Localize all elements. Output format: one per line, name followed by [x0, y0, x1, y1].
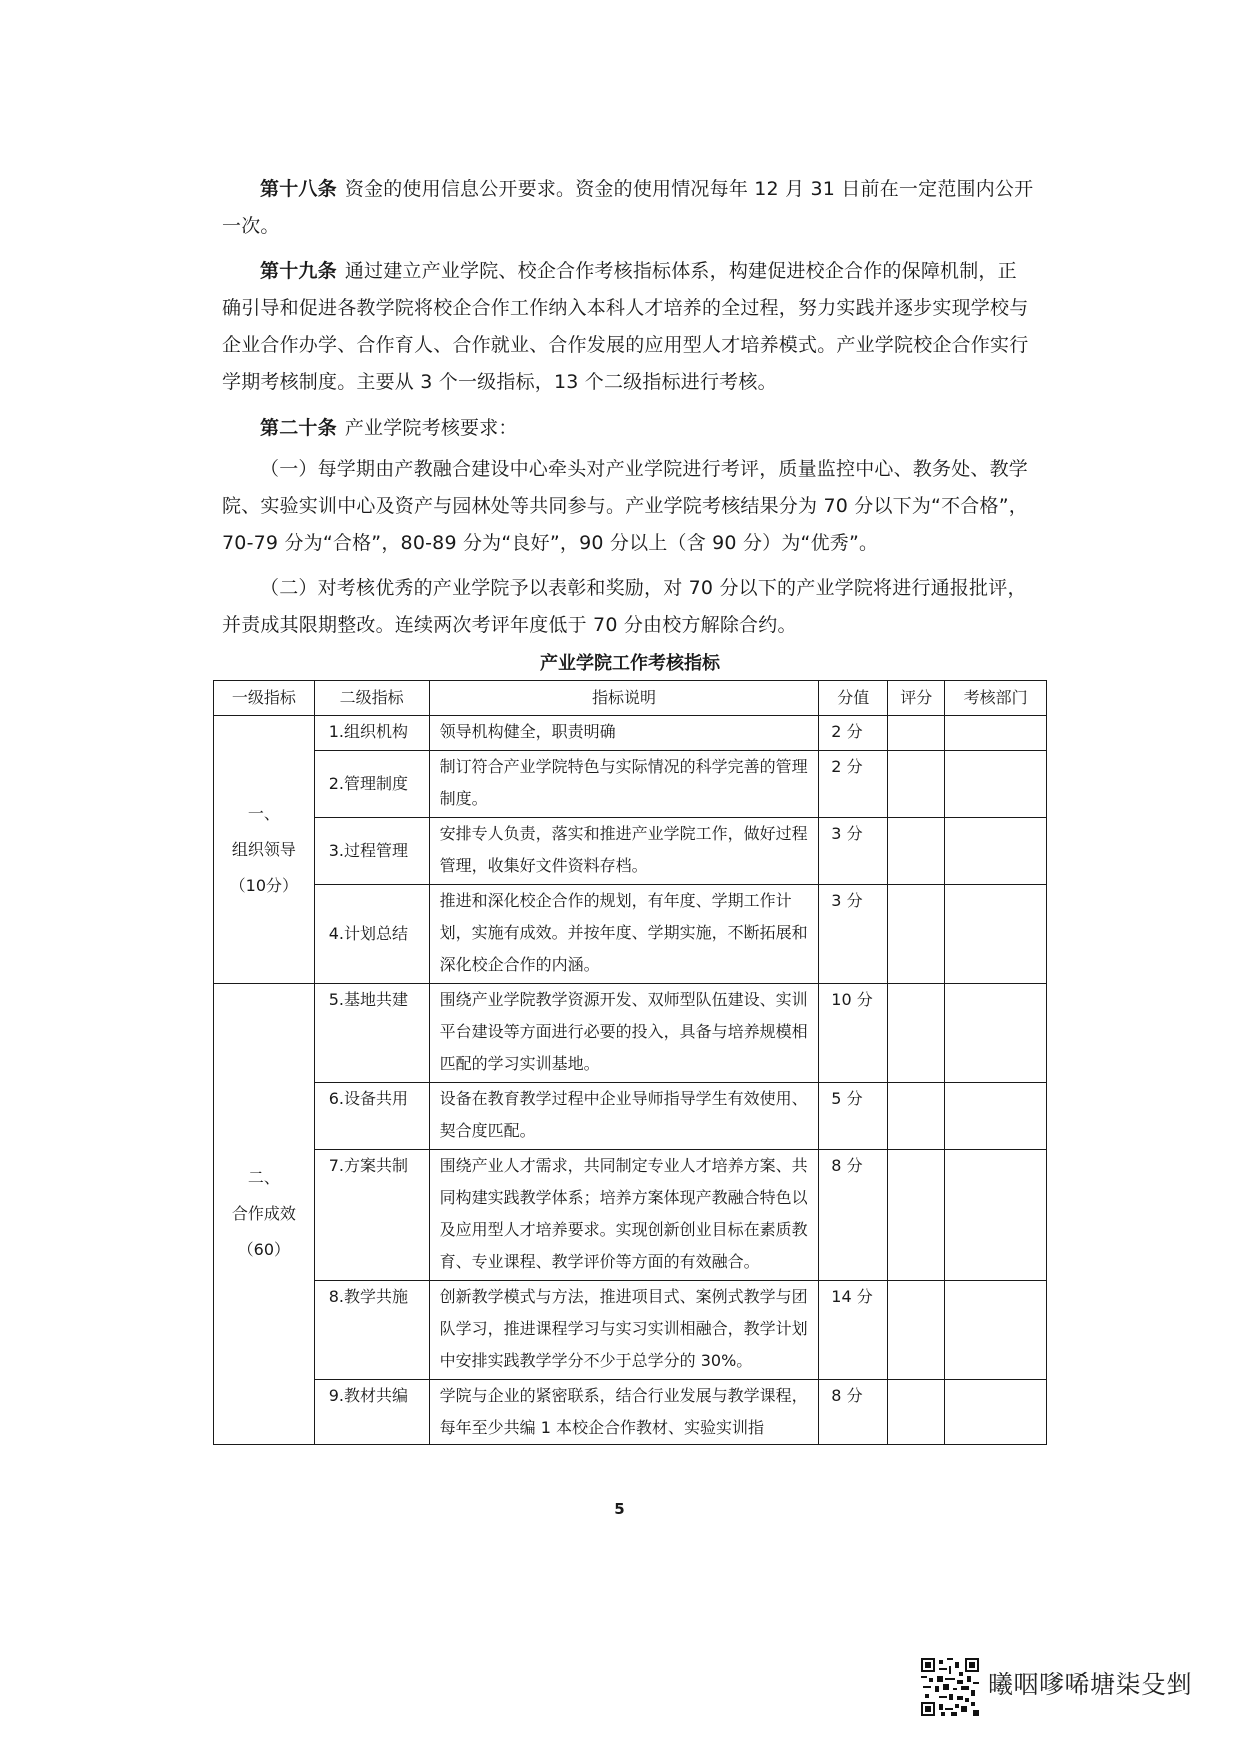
article-19-text: 通过建立产业学院、校企合作考核指标体系，构建促进校企合作的保障机制，正确引导和促进各教学院将校企合作工作纳入本科人才培养的全过程，努力实践并逐步实现学校与企业合作办学、合作育人、合作就业、合作发展的应用型人才培养模式。产业学院校企合作实行学期考核制度。主要从 3 个一级指标，13 个二级指标进行考核。 — [222, 260, 1029, 393]
rating-cell — [888, 885, 945, 984]
group-num: 二、 — [247, 1168, 280, 1187]
indicator-name: 7.方案共制 — [314, 1150, 429, 1281]
article-20-heading: 第二十条 — [260, 417, 337, 439]
table-row — [214, 1150, 1047, 1281]
rating-cell — [888, 716, 945, 751]
qr-code-icon — [921, 1658, 979, 1716]
group-cell-1 — [214, 716, 315, 984]
group-num: 一、 — [247, 803, 280, 823]
indicator-name: 8.教学共施 — [314, 1281, 429, 1380]
table-row — [214, 984, 1047, 1083]
dept-cell — [945, 1281, 1047, 1380]
header-desc: 指标说明 — [429, 681, 819, 716]
page-number: 5 — [614, 1500, 625, 1518]
rating-cell — [888, 1150, 945, 1281]
indicator-desc: 学院与企业的紧密联系，结合行业发展与教学课程，每年至少共编 1 本校企合作教材、实验实训指 — [439, 1386, 808, 1437]
dept-cell — [945, 1380, 1047, 1445]
indicator-score: 10 分 — [819, 984, 888, 1083]
indicator-desc: 创新教学模式与方法，推进项目式、案例式教学与团队学习，推进课程学习与实习实训相融合，教学计划中安排实践教学学分不少于总学分的 30%。 — [429, 1281, 819, 1380]
indicator-desc: 围绕产业学院教学资源开发、双师型队伍建设、实训平台建设等方面进行必要的投入，具备与培养规模相匹配的学习实训基地。 — [429, 984, 819, 1083]
table-row — [214, 885, 1047, 984]
dept-cell — [945, 885, 1047, 984]
assessment-table — [213, 680, 1047, 1445]
dept-cell — [945, 818, 1047, 885]
indicator-desc: 领导机构健全，职责明确 — [429, 716, 819, 751]
article-20-text: 产业学院考核要求： — [344, 417, 518, 439]
dept-cell — [945, 751, 1047, 818]
rating-cell — [888, 1281, 945, 1380]
rating-cell — [888, 984, 945, 1083]
indicator-name: 3.过程管理 — [314, 818, 429, 885]
article-19-heading: 第十九条 — [260, 260, 337, 282]
indicator-desc: 推进和深化校企合作的规划，有年度、学期工作计划，实施有成效。并按年度、学期实施，不断拓展和深化校企合作的内涵。 — [429, 885, 819, 984]
indicator-score: 3 分 — [819, 885, 888, 984]
table-row — [214, 1083, 1047, 1150]
dept-cell — [945, 716, 1047, 751]
header-level1: 一级指标 — [214, 681, 315, 716]
dept-cell — [945, 1150, 1047, 1281]
indicator-desc-cell — [429, 1380, 819, 1445]
group-name: 组织领导 — [231, 839, 296, 859]
rating-cell — [888, 818, 945, 885]
header-rating: 评分 — [888, 681, 945, 716]
indicator-name: 6.设备共用 — [314, 1083, 429, 1150]
table-header-row — [214, 681, 1047, 716]
article-20-item-1: （一）每学期由产教融合建设中心牵头对产业学院进行考评，质量监控中心、教务处、教学院、实验实训中心及资产与园林处等共同参与。产业学院考核结果分为 70 分以下为“不合格”，70-79 分为“合格”，80-89 分为“良好”，90 分以上（含 90 分）为“优秀”。 — [222, 458, 1029, 554]
header-score: 分值 — [819, 681, 888, 716]
indicator-name: 2.管理制度 — [314, 751, 429, 818]
indicator-score: 3 分 — [819, 818, 888, 885]
table-row — [214, 818, 1047, 885]
group-total: （10分） — [229, 875, 299, 895]
article-18 — [222, 171, 1034, 245]
article-20-item-2: （二）对考核优秀的产业学院予以表彰和奖励，对 70 分以下的产业学院将进行通报批评，并责成其限期整改。连续两次考评年度低于 70 分由校方解除合约。 — [222, 577, 1027, 636]
article-20 — [222, 410, 1034, 447]
table-row — [214, 716, 1047, 751]
indicator-score: 14 分 — [819, 1281, 888, 1380]
dept-cell — [945, 1083, 1047, 1150]
table-title: 产业学院工作考核指标 — [540, 653, 720, 674]
header-level2: 二级指标 — [314, 681, 429, 716]
article-18-text: 资金的使用信息公开要求。资金的使用情况每年 12 月 31 日前在一定范围内公开一次。 — [222, 178, 1034, 237]
header-dept: 考核部门 — [945, 681, 1047, 716]
indicator-score: 2 分 — [819, 716, 888, 751]
dept-cell — [945, 984, 1047, 1083]
indicator-desc: 制订符合产业学院特色与实际情况的科学完善的管理制度。 — [429, 751, 819, 818]
table-row — [214, 1281, 1047, 1380]
indicator-name: 5.基地共建 — [314, 984, 429, 1083]
table-row — [214, 1380, 1047, 1445]
rating-cell — [888, 751, 945, 818]
indicator-score: 2 分 — [819, 751, 888, 818]
article-19 — [222, 253, 1034, 401]
indicator-name: 4.计划总结 — [314, 885, 429, 984]
indicator-name: 9.教材共编 — [314, 1380, 429, 1445]
indicator-score: 8 分 — [819, 1150, 888, 1281]
rating-cell — [888, 1083, 945, 1150]
group-name: 合作成效 — [231, 1204, 296, 1223]
indicator-score: 8 分 — [819, 1380, 888, 1445]
indicator-score: 5 分 — [819, 1083, 888, 1150]
group-total: （60） — [237, 1240, 291, 1259]
rating-cell — [888, 1380, 945, 1445]
table-row — [214, 751, 1047, 818]
article-18-heading: 第十八条 — [260, 178, 337, 200]
group-cell-2 — [214, 984, 315, 1445]
indicator-desc: 设备在教育教学过程中企业导师指导学生有效使用、契合度匹配。 — [429, 1083, 819, 1150]
indicator-name: 1.组织机构 — [314, 716, 429, 751]
indicator-desc: 安排专人负责，落实和推进产业学院工作，做好过程管理，收集好文件资料存档。 — [429, 818, 819, 885]
indicator-desc: 围绕产业人才需求，共同制定专业人才培养方案、共同构建实践教学体系；培养方案体现产教融合特色以及应用型人才培养要求。实现创新创业目标在素质教育、专业课程、教学评价等方面的有效融合。 — [429, 1150, 819, 1281]
watermark-text: 曦咽嗲唏塘柒殳剉 — [988, 1670, 1193, 1699]
